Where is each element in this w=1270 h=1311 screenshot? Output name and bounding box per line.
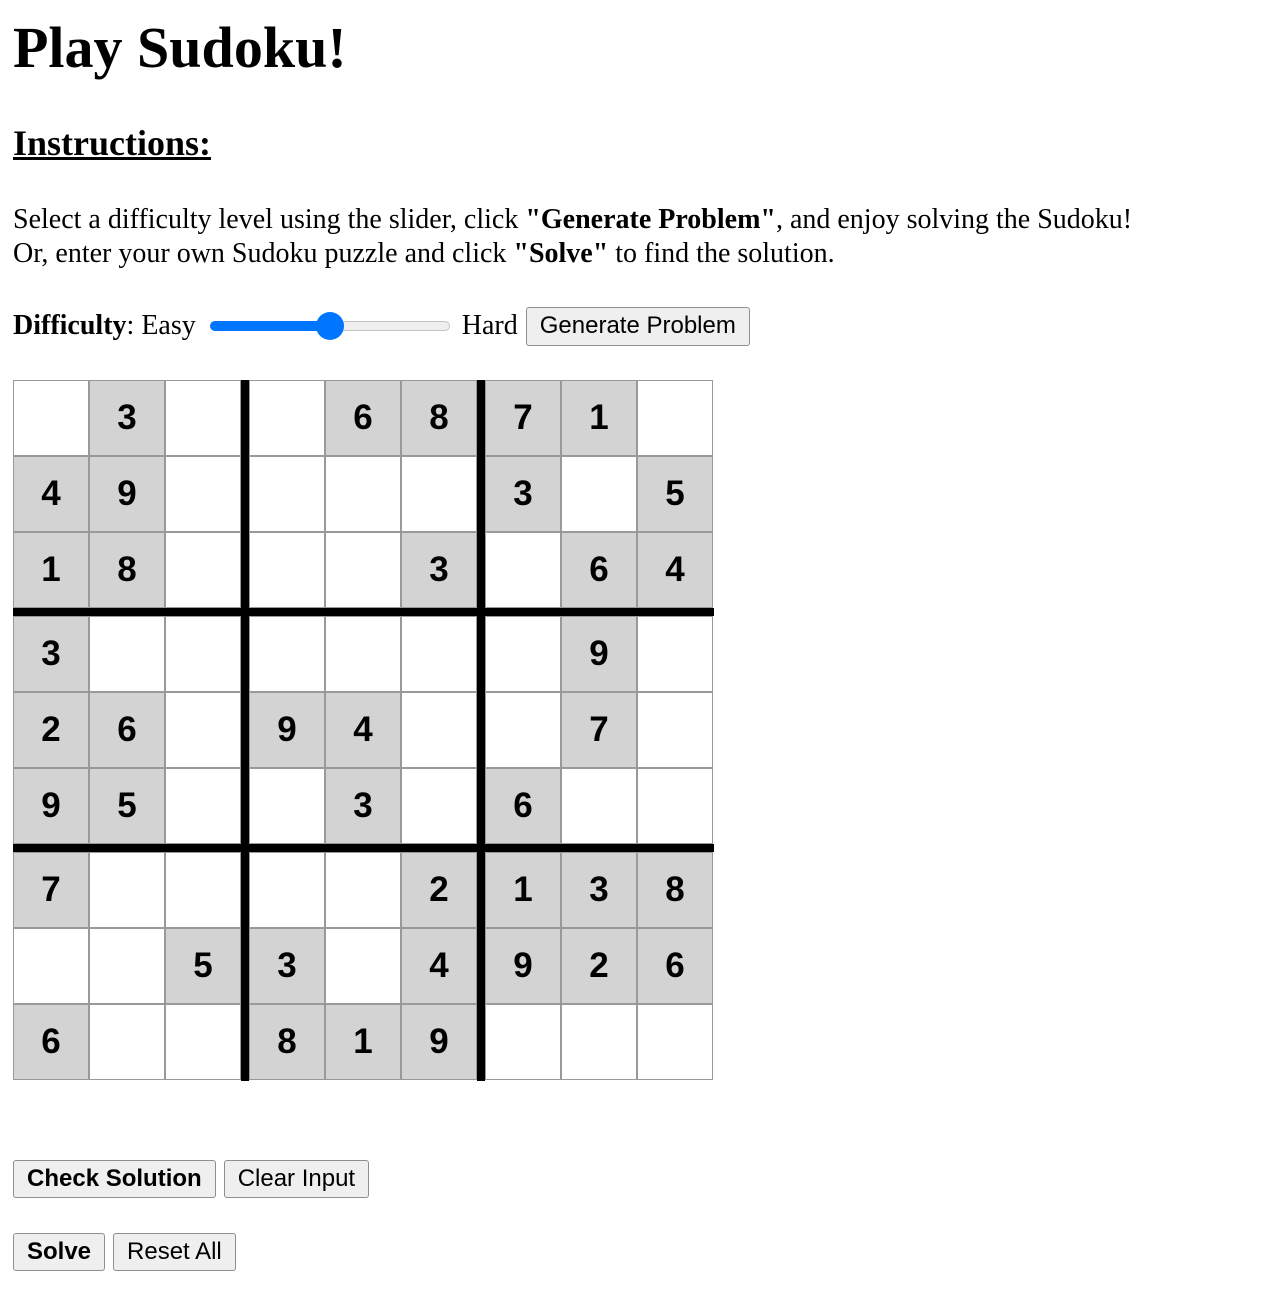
sudoku-cell[interactable]	[165, 768, 241, 844]
page-title: Play Sudoku!	[13, 15, 347, 80]
sudoku-cell: 3	[13, 616, 89, 692]
sudoku-cell[interactable]	[637, 768, 713, 844]
sudoku-cell[interactable]	[637, 380, 713, 456]
sudoku-cell: 6	[485, 768, 561, 844]
sudoku-cell[interactable]	[249, 456, 325, 532]
instructions-line-2	[13, 237, 1263, 271]
sudoku-cell: 9	[485, 928, 561, 1004]
instructions-line-1	[13, 203, 1263, 237]
sudoku-cell[interactable]	[249, 852, 325, 928]
solve-mention: "Solve"	[513, 238, 609, 269]
slider-fill	[210, 321, 330, 331]
sudoku-cell[interactable]	[325, 928, 401, 1004]
sudoku-cell[interactable]	[561, 456, 637, 532]
reset-all-button[interactable]: Reset All	[113, 1233, 236, 1271]
sudoku-cell: 1	[325, 1004, 401, 1080]
instructions-line-1-pre: Select a difficulty level using the slider, click	[13, 204, 526, 235]
sudoku-cell[interactable]	[485, 532, 561, 608]
sudoku-cell: 9	[89, 456, 165, 532]
sudoku-cell[interactable]	[165, 380, 241, 456]
sudoku-cell: 3	[89, 380, 165, 456]
sudoku-cell[interactable]	[401, 692, 477, 768]
sudoku-cell[interactable]	[165, 456, 241, 532]
sudoku-cell[interactable]	[401, 768, 477, 844]
sudoku-cell: 7	[13, 852, 89, 928]
sudoku-cell[interactable]	[89, 1004, 165, 1080]
difficulty-label: Difficulty	[13, 310, 127, 341]
sudoku-cell: 6	[637, 928, 713, 1004]
sudoku-cell: 4	[325, 692, 401, 768]
instructions-line-1-post: , and enjoy solving the Sudoku!	[775, 204, 1133, 235]
sudoku-cell: 8	[401, 380, 477, 456]
sudoku-board	[13, 380, 714, 1081]
sudoku-cell[interactable]	[165, 616, 241, 692]
generate-problem-mention: "Generate Problem"	[525, 204, 776, 235]
sudoku-cell[interactable]	[13, 928, 89, 1004]
sudoku-cell[interactable]	[249, 532, 325, 608]
check-solution-button[interactable]: Check Solution	[13, 1160, 216, 1198]
sudoku-cell[interactable]	[249, 616, 325, 692]
sudoku-cell: 2	[401, 852, 477, 928]
sudoku-cell: 9	[561, 616, 637, 692]
difficulty-slider[interactable]	[210, 316, 450, 336]
easy-label: Easy	[141, 310, 196, 341]
sudoku-cell[interactable]	[89, 928, 165, 1004]
sudoku-cell: 3	[249, 928, 325, 1004]
sudoku-cell[interactable]	[637, 616, 713, 692]
sudoku-cell: 3	[325, 768, 401, 844]
sudoku-cell: 8	[249, 1004, 325, 1080]
sudoku-cell: 5	[89, 768, 165, 844]
solve-row	[13, 1233, 236, 1271]
sudoku-cell: 7	[561, 692, 637, 768]
clear-input-button[interactable]: Clear Input	[224, 1160, 369, 1198]
sudoku-cell[interactable]	[165, 532, 241, 608]
sudoku-cell[interactable]	[485, 1004, 561, 1080]
box-divider-vertical	[477, 380, 485, 1081]
sudoku-cell: 9	[401, 1004, 477, 1080]
sudoku-cell[interactable]	[637, 1004, 713, 1080]
sudoku-cell[interactable]	[401, 616, 477, 692]
sudoku-cell: 6	[13, 1004, 89, 1080]
sudoku-cell[interactable]	[325, 532, 401, 608]
sudoku-cell[interactable]	[89, 616, 165, 692]
sudoku-cell: 5	[637, 456, 713, 532]
sudoku-cell: 4	[13, 456, 89, 532]
sudoku-cell[interactable]	[249, 768, 325, 844]
sudoku-cell: 3	[561, 852, 637, 928]
sudoku-cell: 8	[637, 852, 713, 928]
instructions-line-2-pre: Or, enter your own Sudoku puzzle and click	[13, 238, 514, 269]
sudoku-cell: 2	[561, 928, 637, 1004]
sudoku-cell[interactable]	[637, 692, 713, 768]
sudoku-cell[interactable]	[325, 852, 401, 928]
sudoku-cell: 3	[401, 532, 477, 608]
hard-label: Hard	[461, 310, 518, 341]
instructions-text	[13, 203, 1263, 271]
sudoku-cell: 9	[249, 692, 325, 768]
sudoku-cell: 6	[89, 692, 165, 768]
instructions-heading: Instructions:	[13, 123, 212, 163]
sudoku-cell: 2	[13, 692, 89, 768]
solve-button[interactable]: Solve	[13, 1233, 105, 1271]
sudoku-cell: 1	[561, 380, 637, 456]
sudoku-cell: 4	[637, 532, 713, 608]
box-divider-vertical	[241, 380, 249, 1081]
sudoku-cell: 5	[165, 928, 241, 1004]
sudoku-cell: 6	[325, 380, 401, 456]
sudoku-cell[interactable]	[13, 380, 89, 456]
sudoku-cell[interactable]	[325, 456, 401, 532]
sudoku-cell[interactable]	[485, 616, 561, 692]
slider-thumb[interactable]	[316, 312, 344, 340]
check-row	[13, 1160, 369, 1198]
sudoku-cell[interactable]	[401, 456, 477, 532]
difficulty-row	[13, 305, 750, 347]
sudoku-cell: 7	[485, 380, 561, 456]
sudoku-cell[interactable]	[485, 692, 561, 768]
sudoku-cell[interactable]	[89, 852, 165, 928]
sudoku-cell: 1	[13, 532, 89, 608]
sudoku-cell: 8	[89, 532, 165, 608]
sudoku-cell: 3	[485, 456, 561, 532]
sudoku-cell[interactable]	[325, 616, 401, 692]
sudoku-cell: 1	[485, 852, 561, 928]
sudoku-cell[interactable]	[561, 1004, 637, 1080]
sudoku-cell[interactable]	[561, 768, 637, 844]
sudoku-cell[interactable]	[165, 852, 241, 928]
difficulty-colon: :	[126, 310, 142, 341]
sudoku-cell: 4	[401, 928, 477, 1004]
sudoku-cell[interactable]	[249, 380, 325, 456]
sudoku-cell[interactable]	[165, 692, 241, 768]
box-divider-horizontal	[13, 608, 714, 616]
sudoku-cell: 9	[13, 768, 89, 844]
sudoku-cell: 6	[561, 532, 637, 608]
sudoku-cell[interactable]	[165, 1004, 241, 1080]
box-divider-horizontal	[13, 844, 714, 852]
generate-problem-button[interactable]: Generate Problem	[526, 307, 750, 346]
instructions-line-2-post: to find the solution.	[608, 238, 835, 269]
